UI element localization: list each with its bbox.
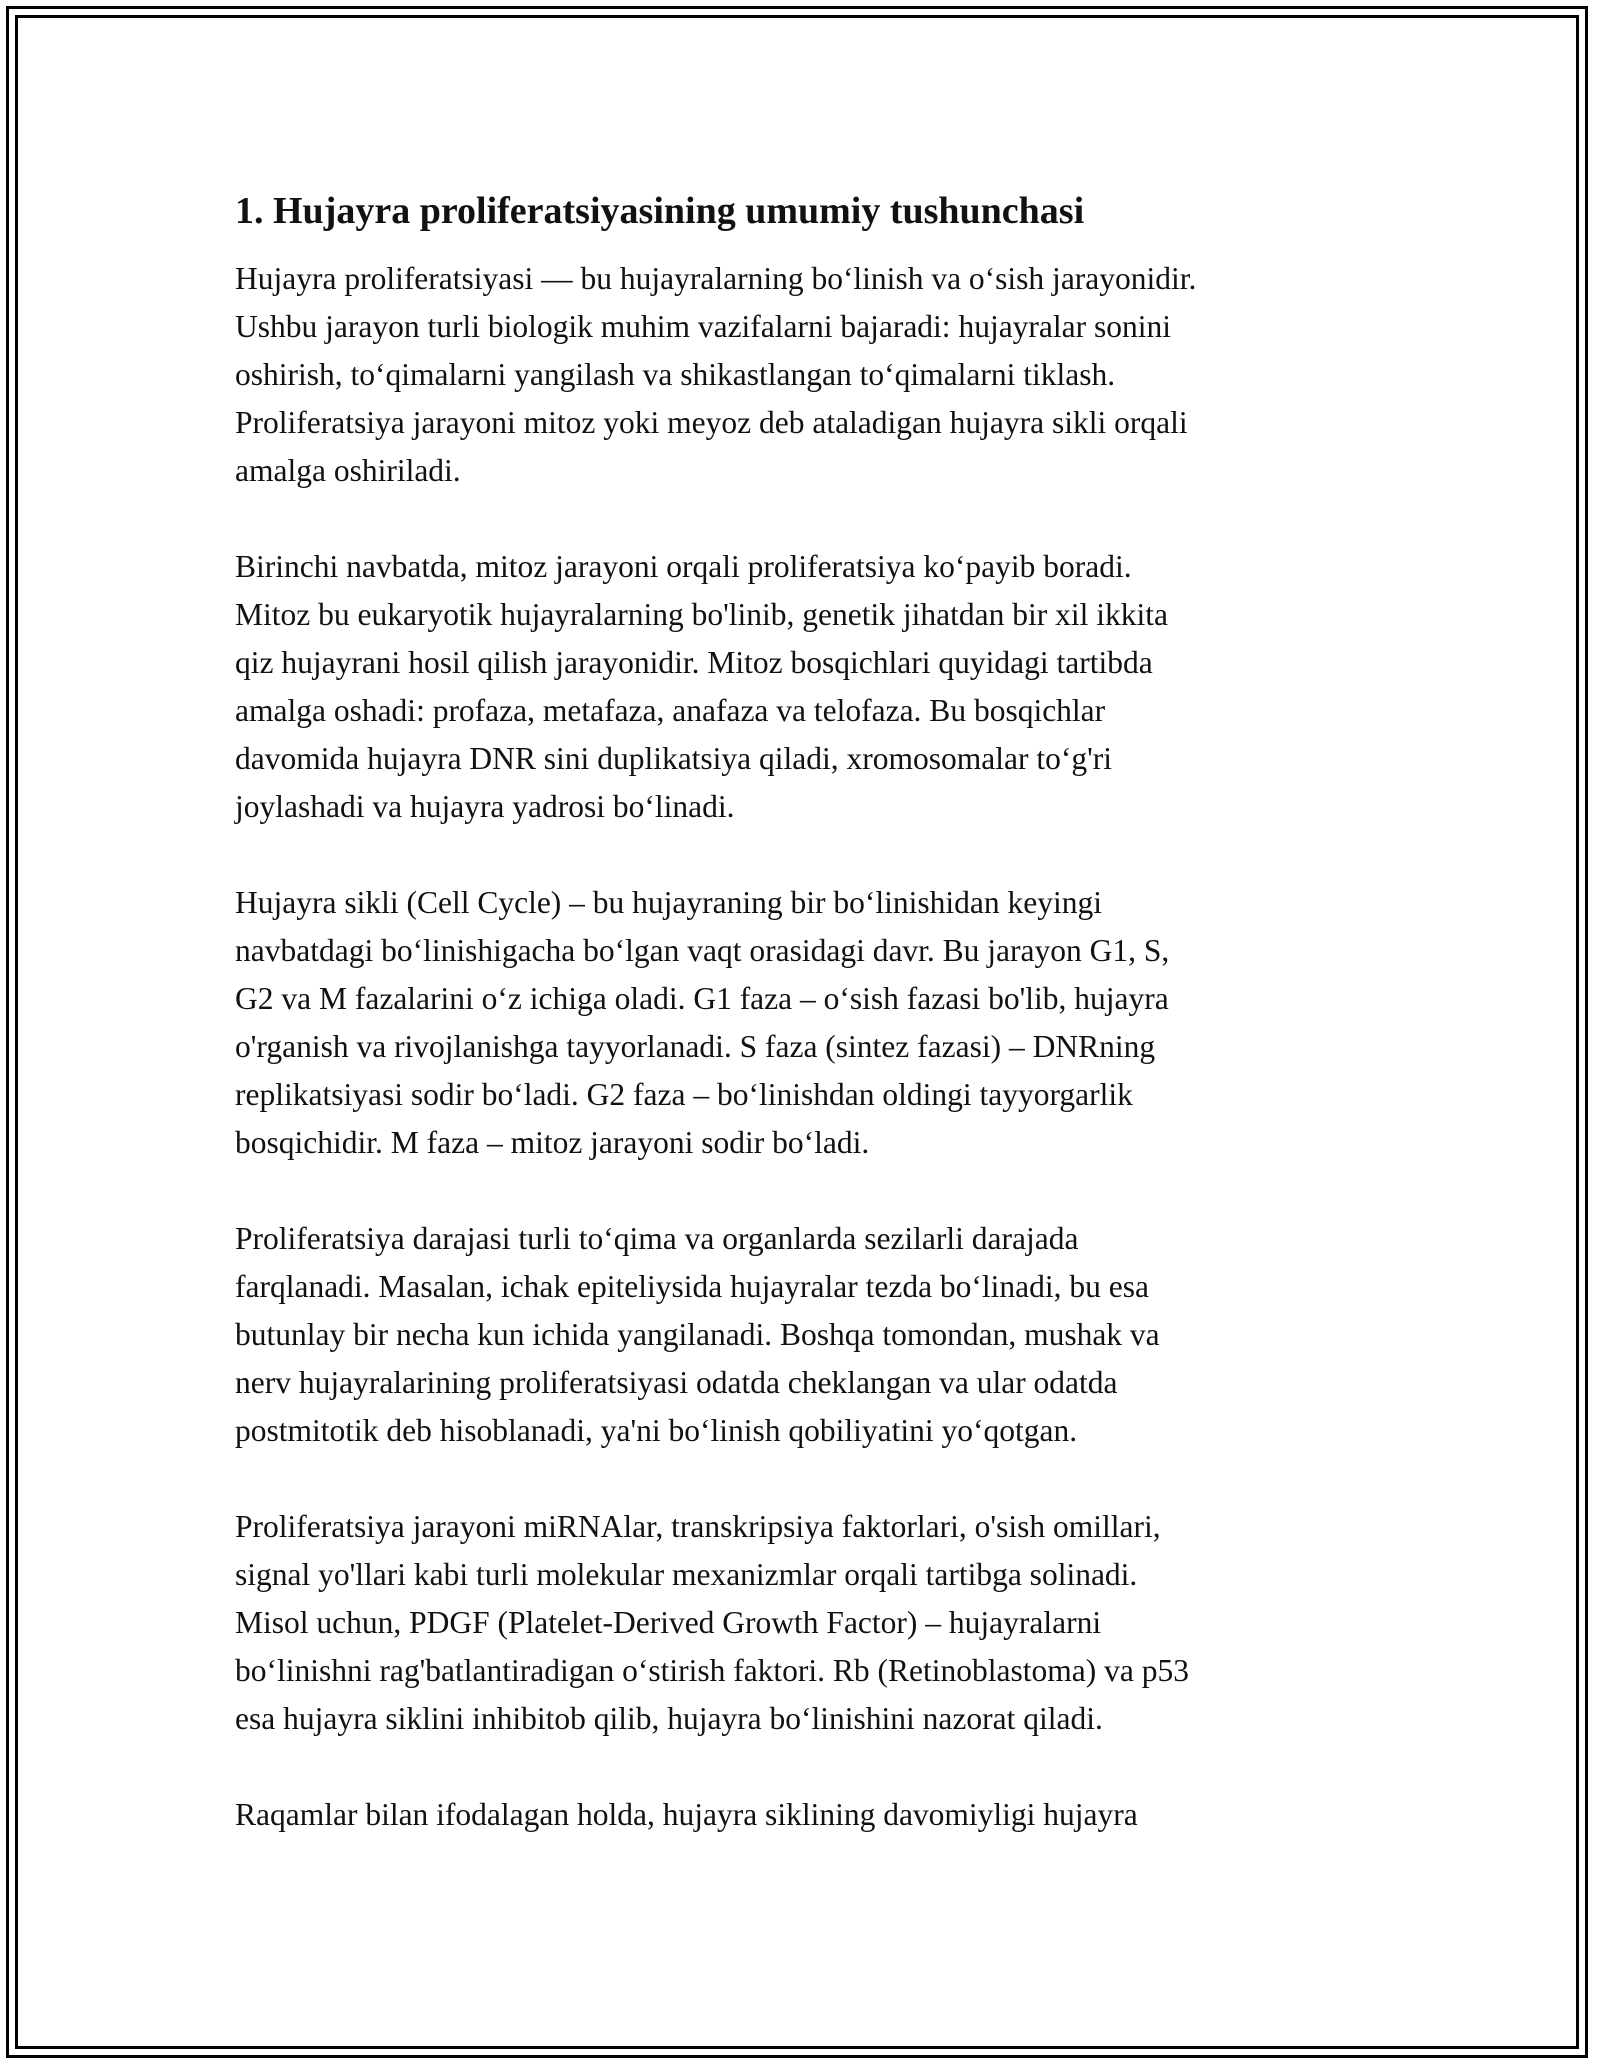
paragraph-6: Raqamlar bilan ifodalagan holda, hujayra siklining davomiyligi hujayra — [235, 1797, 1138, 1832]
section-heading: 1. Hujayra proliferatsiyasining umumiy tushunchasi — [235, 190, 1085, 232]
paragraph-1: Hujayra proliferatsiyasi — bu hujayralarning bo‘linish va o‘sish jarayonidir. Ushbu jarayon turli biologik muhim vazifalarni bajaradi: hujayralar sonini oshirish, to‘qimalarni yangilash va shikastlangan to‘qimalarni tiklash. Proliferatsiya jarayoni mitoz yoki meyoz deb ataladigan hujayra sikli orqali amalga oshiriladi. — [235, 261, 1197, 488]
paragraph-5: Proliferatsiya jarayoni miRNAlar, transkripsiya faktorlari, o'sish omillari, signal yo'llari kabi turli molekular mexanizmlar orqali tartibga solinadi. Misol uchun, PDGF (Platelet-Derived Growth Factor) – hujayralarni bo‘linishni rag'batlantiradigan o‘stirish faktori. Rb (Retinoblastoma) va p53 esa hujayra siklini inhibitob qilib, hujayra bo‘linishini nazorat qiladi. — [235, 1509, 1189, 1736]
paragraph-4: Proliferatsiya darajasi turli to‘qima va organlarda sezilarli darajada farqlanadi. Masalan, ichak epiteliysida hujayralar tezda bo‘linadi, bu esa butunlay bir necha kun ichida yangilanadi. Boshqa tomondan, mushak va nerv hujayralarining proliferatsiyasi odatda cheklangan va ular odatda postmitotik deb hisoblanadi, ya'ni bo‘linish qobiliyatini yo‘qotgan. — [235, 1221, 1160, 1448]
paragraph-2: Birinchi navbatda, mitoz jarayoni orqali proliferatsiya ko‘payib boradi. Mitoz bu eukaryotik hujayralarning bo'linib, genetik jihatdan bir xil ikkita qiz hujayrani hosil qilish jarayonidir. Mitoz bosqichlari quyidagi tartibda amalga oshadi: profaza, metafaza, anafaza va telofaza. Bu bosqichlar davomida hujayra DNR sini duplikatsiya qiladi, xromosomalar to‘g'ri joylashadi va hujayra yadrosi bo‘linadi. — [235, 549, 1168, 824]
paragraph-3: Hujayra sikli (Cell Cycle) – bu hujayraning bir bo‘linishidan keyingi navbatdagi bo‘linishigacha bo‘lgan vaqt orasidagi davr. Bu jarayon G1, S, G2 va M fazalarini o‘z ichiga oladi. G1 faza – o‘sish fazasi bo'lib, hujayra o'rganish va rivojlanishga tayyorlanadi. S faza (sintez fazasi) – DNRning replikatsiyasi sodir bo‘ladi. G2 faza – bo‘linishdan oldingi tayyorgarlik bosqichidir. M faza – mitoz jarayoni sodir bo‘ladi. — [235, 885, 1170, 1160]
document-body — [235, 187, 1370, 1887]
